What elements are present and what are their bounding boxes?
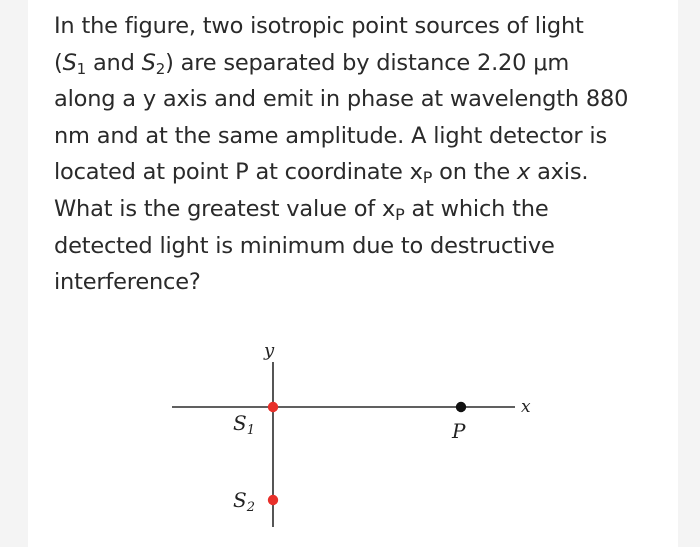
detector-p-dot <box>456 402 466 412</box>
source-s1-dot <box>268 402 278 412</box>
subscript-1: 1 <box>76 59 87 78</box>
question-line-8: interference? <box>54 269 201 296</box>
detector-p-label: P <box>452 419 466 443</box>
subscript-2: 2 <box>155 59 166 78</box>
word-axis: axis. <box>530 159 589 186</box>
question-line-2-rest: are separated by distance 2.20 μm <box>180 49 570 76</box>
question-line-6-text: What is the greatest value of x <box>54 195 396 222</box>
word-on-the: on the <box>432 159 517 186</box>
x-axis-label: x <box>521 397 531 417</box>
source-s2-label: $S_2$ <box>233 488 255 515</box>
paren-open: ( <box>54 49 63 76</box>
source-symbol-s1: S <box>62 49 77 76</box>
source-s2-dot <box>268 495 278 505</box>
question-line-3: along a y axis and emit in phase at wavelength 880 <box>54 86 629 113</box>
subscript-p-2: P <box>395 204 405 224</box>
y-axis-label: y <box>264 340 275 361</box>
question-line-5-text: located at point P at coordinate x <box>54 159 423 186</box>
source-symbol-s2: S <box>141 49 156 76</box>
subscript-p: P <box>422 168 433 188</box>
symbol-x: x <box>517 159 531 186</box>
paren-close: ) <box>165 49 174 76</box>
question-line-7: detected light is minimum due to destructive <box>54 232 555 259</box>
word-and: and <box>86 49 142 76</box>
source-s1-label: $S_1$ <box>233 411 255 438</box>
question-line-4: nm and at the same amplitude. A light detector is <box>54 122 607 149</box>
word-at-which-the: at which the <box>404 195 549 222</box>
question-line-1: In the figure, two isotropic point sources of light <box>54 13 584 39</box>
